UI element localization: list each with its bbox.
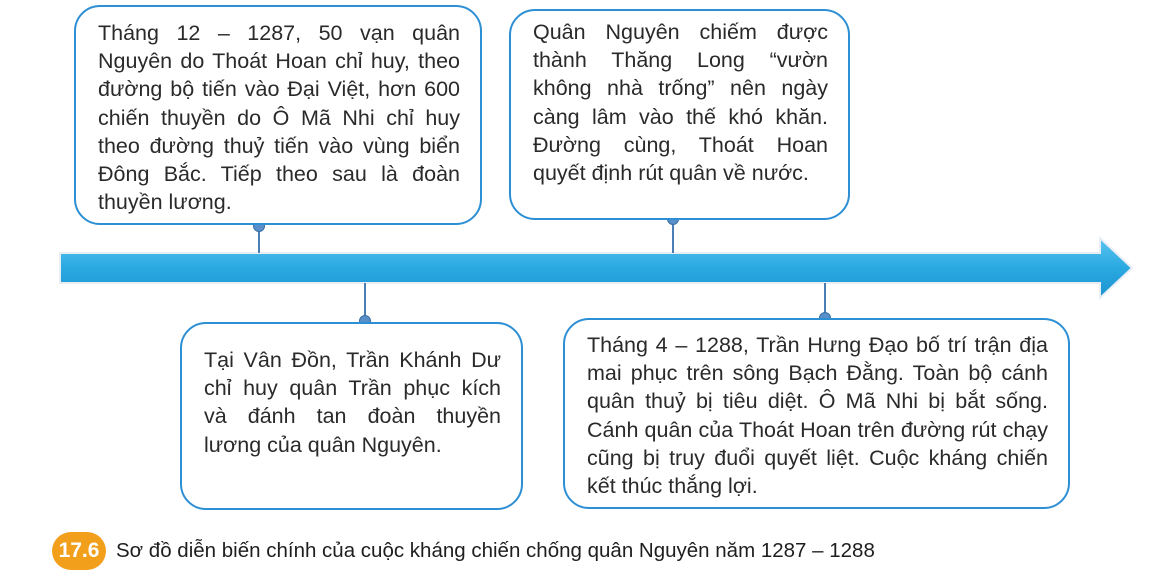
figure-number-badge: 17.6 — [52, 532, 106, 570]
figure-caption-text: Sơ đồ diễn biến chính của cuộc kháng chiến chống quân Nguyên năm 1287 – 1288 — [116, 539, 875, 562]
event-box-4 — [563, 318, 1070, 509]
figure-caption — [52, 531, 875, 571]
connector-event-1 — [254, 221, 265, 254]
event-text-4: Tháng 4 – 1288, Trần Hưng Đạo bố trí trận địa mai phục trên sông Bạch Đằng. Toàn bộ cánh quân thuỷ bị tiêu diệt. Ô Mã Nhi bị bắt sống. Cánh quân của Thoát Hoan trên đường rút chạy cũng bị truy đuổi quyết liệt. Cuộc kháng chiến kết thúc thắng lợi. — [587, 333, 1048, 499]
event-box-1 — [74, 5, 482, 225]
event-text-3: Quân Nguyên chiếm được thành Thăng Long “vườn không nhà trống” nên ngày càng lâm vào thế khó khăn. Đường cùng, Thoát Hoan quyết định rút quân về nước. — [533, 20, 828, 186]
event-box-3 — [509, 9, 850, 220]
timeline-arrow — [60, 238, 1132, 298]
event-text-2: Tại Vân Đồn, Trần Khánh Dư chỉ huy quân Trần phục kích và đánh tan đoàn thuyền lương của quân Nguyên. — [204, 348, 501, 457]
connector-event-2 — [360, 283, 371, 327]
event-box-2 — [180, 322, 523, 510]
event-text-1: Tháng 12 – 1287, 50 vạn quân Nguyên do Thoát Hoan chỉ huy, theo đường bộ tiến vào Đại Việt, hơn 600 chiến thuyền do Ô Mã Nhi chỉ huy theo đường thuỷ tiến vào vùng biển Đông Bắc. Tiếp theo sau là đoàn thuyền lương. — [98, 21, 460, 215]
